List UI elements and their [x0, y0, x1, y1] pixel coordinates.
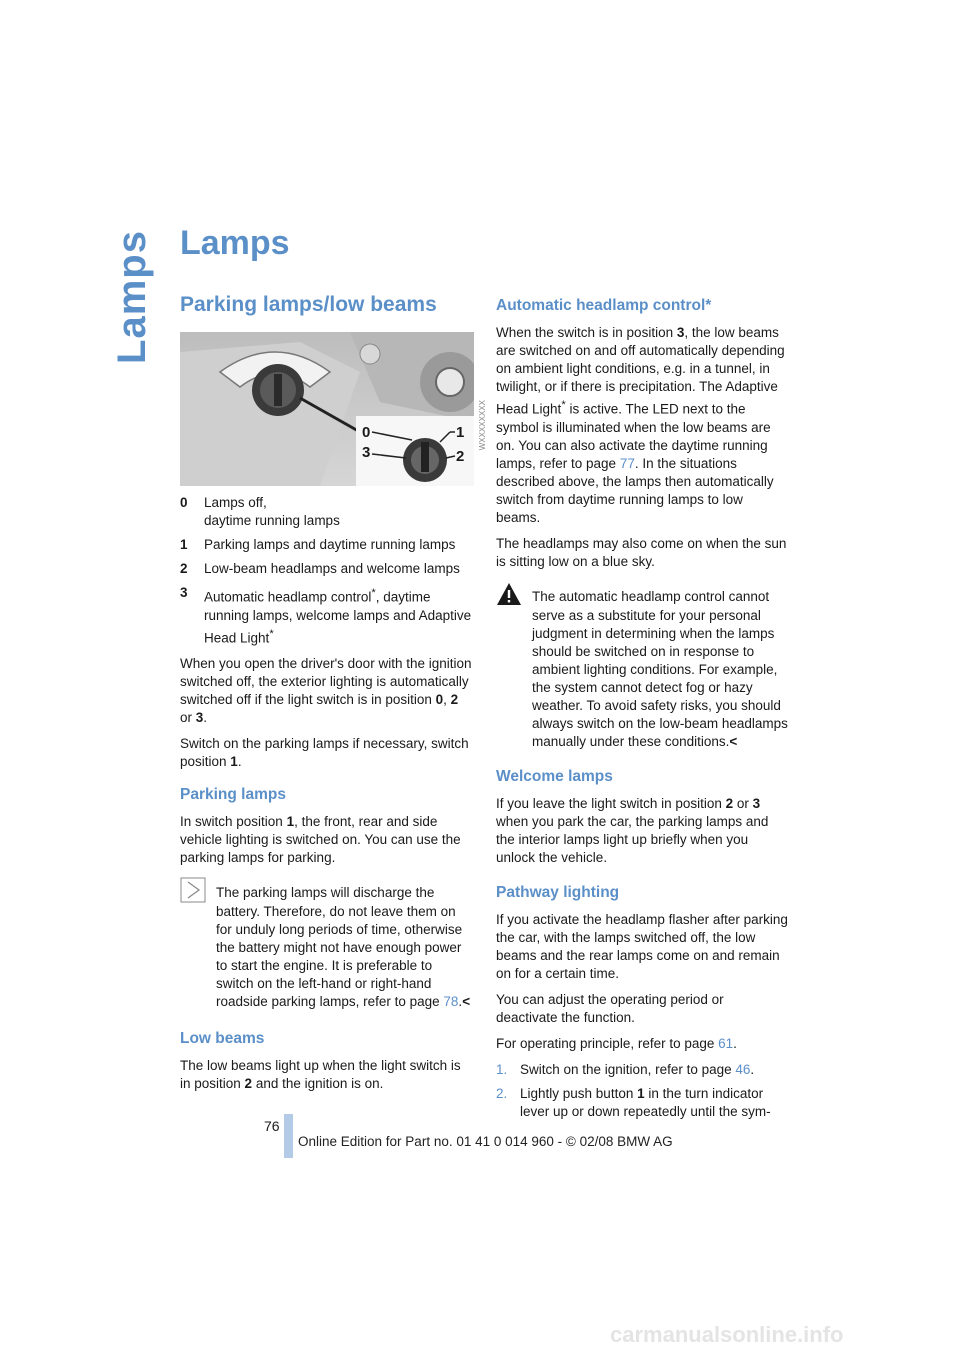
pos: 0 — [435, 692, 444, 707]
page-title: Lamps — [180, 224, 290, 262]
pos: 3 — [752, 795, 761, 811]
legend-text: Low-beam headlamps and welcome lamps — [204, 561, 460, 576]
legend-text — [204, 494, 472, 530]
paragraph-door-open — [180, 655, 472, 727]
step-text — [520, 1085, 788, 1121]
paragraph-welcome-lamps — [496, 795, 788, 867]
footer-edition: Online Edition for Part no. 01 41 0 014 960 - © 02/08 BMW AG — [298, 1134, 673, 1149]
side-tab: Lamps — [110, 230, 154, 364]
step-item — [496, 1085, 788, 1121]
legend-text-a: Lamps off, — [204, 495, 267, 510]
paragraph-pathway-3 — [496, 1035, 788, 1053]
text: Switch on the parking lamps if necessary, switch position — [180, 736, 469, 769]
legend-num: 1 — [180, 537, 188, 552]
legend-item — [180, 536, 472, 554]
note-icon — [180, 877, 206, 903]
warning-icon — [496, 581, 522, 607]
text: when you park the car, the parking lamps and the interior lamps light up briefly when you unlock the vehicle. — [496, 813, 769, 865]
pos: 1 — [637, 1085, 645, 1101]
legend-item — [180, 494, 472, 530]
page-link-61[interactable]: 61 — [718, 1035, 734, 1051]
section-title-parking-low-beams: Parking lamps/low beams — [180, 293, 437, 316]
legend-text-a: Automatic headlamp control — [204, 589, 372, 605]
figure-label-0: 0 — [362, 424, 371, 441]
figure-id: WXXXXXXXX — [478, 400, 487, 451]
legend-item — [180, 560, 472, 578]
text: In switch position — [180, 814, 287, 829]
paragraph-parking-switch — [180, 735, 472, 771]
paragraph-pathway-2: You can adjust the operating period or deactivate the function. — [496, 991, 724, 1025]
text: , the low beams are switched on and off automatically depending on ambient light conditions, e.g. in a tunnel, in twilight, or if there is precipitation. The Adaptive Head Light — [496, 325, 785, 417]
paragraph-auto-control — [496, 324, 788, 527]
watermark: carmanualsonline.info — [610, 1322, 844, 1347]
text: . In the situations described above, the lamps then automatically switch from daytime running lamps to low beams. — [496, 455, 774, 525]
pos: 2 — [244, 1076, 253, 1091]
footer-bar — [284, 1114, 293, 1158]
pathway-steps — [496, 1061, 788, 1121]
pos: 3 — [676, 325, 685, 340]
text: The low beams light up when the light switch is in position — [180, 1058, 461, 1091]
figure-label-3: 3 — [362, 444, 371, 461]
light-switch-figure — [180, 332, 474, 486]
text: or — [733, 795, 753, 811]
pos: 1 — [230, 754, 238, 769]
text: Switch on the ignition, refer to page — [520, 1061, 736, 1077]
text: . — [203, 710, 208, 725]
text: For operating principle, refer to page — [496, 1035, 719, 1051]
switch-position-legend — [180, 494, 472, 647]
note-callout — [180, 877, 472, 1011]
text: Lightly push button — [520, 1085, 638, 1101]
step-number: 1. — [496, 1061, 508, 1077]
step-text — [520, 1061, 754, 1079]
text: in the turn indicator lever up or down repeatedly until the sym- — [520, 1085, 771, 1119]
subheading-parking-lamps: Parking lamps — [180, 786, 286, 803]
text: is active. The LED next to the symbol is illuminated when the low beams are on. You can also activate the daytime running lamps, refer to page — [496, 401, 771, 471]
pos: 2 — [450, 692, 459, 707]
legend-text: Parking lamps and daytime running lamps — [204, 537, 456, 552]
subheading-low-beams: Low beams — [180, 1030, 265, 1047]
text: and the ignition is on. — [252, 1076, 384, 1091]
paragraph-low-sun: The headlamps may also come on when the sun is sitting low on a blue sky. — [496, 535, 787, 569]
right-column — [496, 296, 788, 1127]
text: . — [237, 754, 242, 769]
light-switch-illustration — [180, 332, 474, 486]
text: , — [443, 692, 451, 707]
pos: 2 — [725, 795, 734, 811]
page-link-77[interactable]: 77 — [619, 455, 635, 471]
pos: 3 — [195, 710, 204, 725]
option-star: * — [269, 627, 274, 640]
figure-label-2: 2 — [456, 448, 465, 465]
step-item — [496, 1061, 788, 1079]
paragraph-pathway-1: If you activate the headlamp flasher after parking the car, with the lamps switched off, the low beams and the rear lamps come on and remain on for a certain time. — [496, 911, 788, 981]
legend-num: 3 — [180, 585, 188, 600]
pos: 1 — [286, 814, 295, 829]
text: When you open the driver's door with the ignition switched off, the exterior lighting is automatically switched off if the light switch is in position — [180, 656, 472, 707]
subheading-pathway-lighting: Pathway lighting — [496, 883, 620, 901]
legend-num: 2 — [180, 561, 188, 576]
paragraph-parking-lamps — [180, 813, 472, 867]
legend-text — [204, 584, 472, 647]
text: If you leave the light switch in position — [496, 795, 726, 811]
warning-callout — [496, 581, 788, 751]
end-mark: < — [729, 733, 738, 749]
legend-item — [180, 584, 472, 647]
legend-text-b: , daytime running lamps, welcome lamps and Adaptive Head Light — [204, 589, 472, 645]
option-star: * — [561, 399, 566, 411]
end-mark: < — [462, 994, 471, 1009]
step-number: 2. — [496, 1085, 508, 1101]
legend-num: 0 — [180, 495, 188, 510]
text: . — [458, 994, 463, 1009]
left-column — [180, 292, 472, 1101]
note-text: The parking lamps will discharge the battery. Therefore, do not leave them on for unduly long periods of time, otherwise the battery might not have enough power to start the engine. It is preferable to switch on the left-hand or right-hand roadside parking lamps, refer to page — [216, 885, 463, 1009]
paragraph-low-beams — [180, 1057, 472, 1093]
text: or — [180, 710, 196, 725]
text: When the switch is in position — [496, 325, 677, 340]
legend-text-b: daytime running lamps — [204, 513, 340, 528]
warning-text: The automatic headlamp control cannot serve as a substitute for your personal judgment in determining when the lamps should be switched on in response to ambient lighting conditions. For example, the system cannot detect fog or hazy weather. To avoid safety risks, you should always switch on the low-beam headlamps manually under these conditions. — [532, 588, 788, 749]
text: . — [733, 1035, 737, 1051]
text: , the front, rear and side vehicle lighting is switched on. You can use the parking lamps for parking. — [180, 814, 461, 865]
option-star: * — [371, 587, 376, 599]
subheading-welcome-lamps: Welcome lamps — [496, 767, 613, 785]
page-number: 76 — [264, 1118, 280, 1134]
text: . — [750, 1061, 755, 1077]
page-link-78[interactable]: 78 — [443, 994, 459, 1009]
page-link-46[interactable]: 46 — [735, 1061, 751, 1077]
figure-label-1: 1 — [456, 424, 465, 441]
subheading-automatic-headlamp-control: Automatic headlamp control* — [496, 297, 712, 314]
